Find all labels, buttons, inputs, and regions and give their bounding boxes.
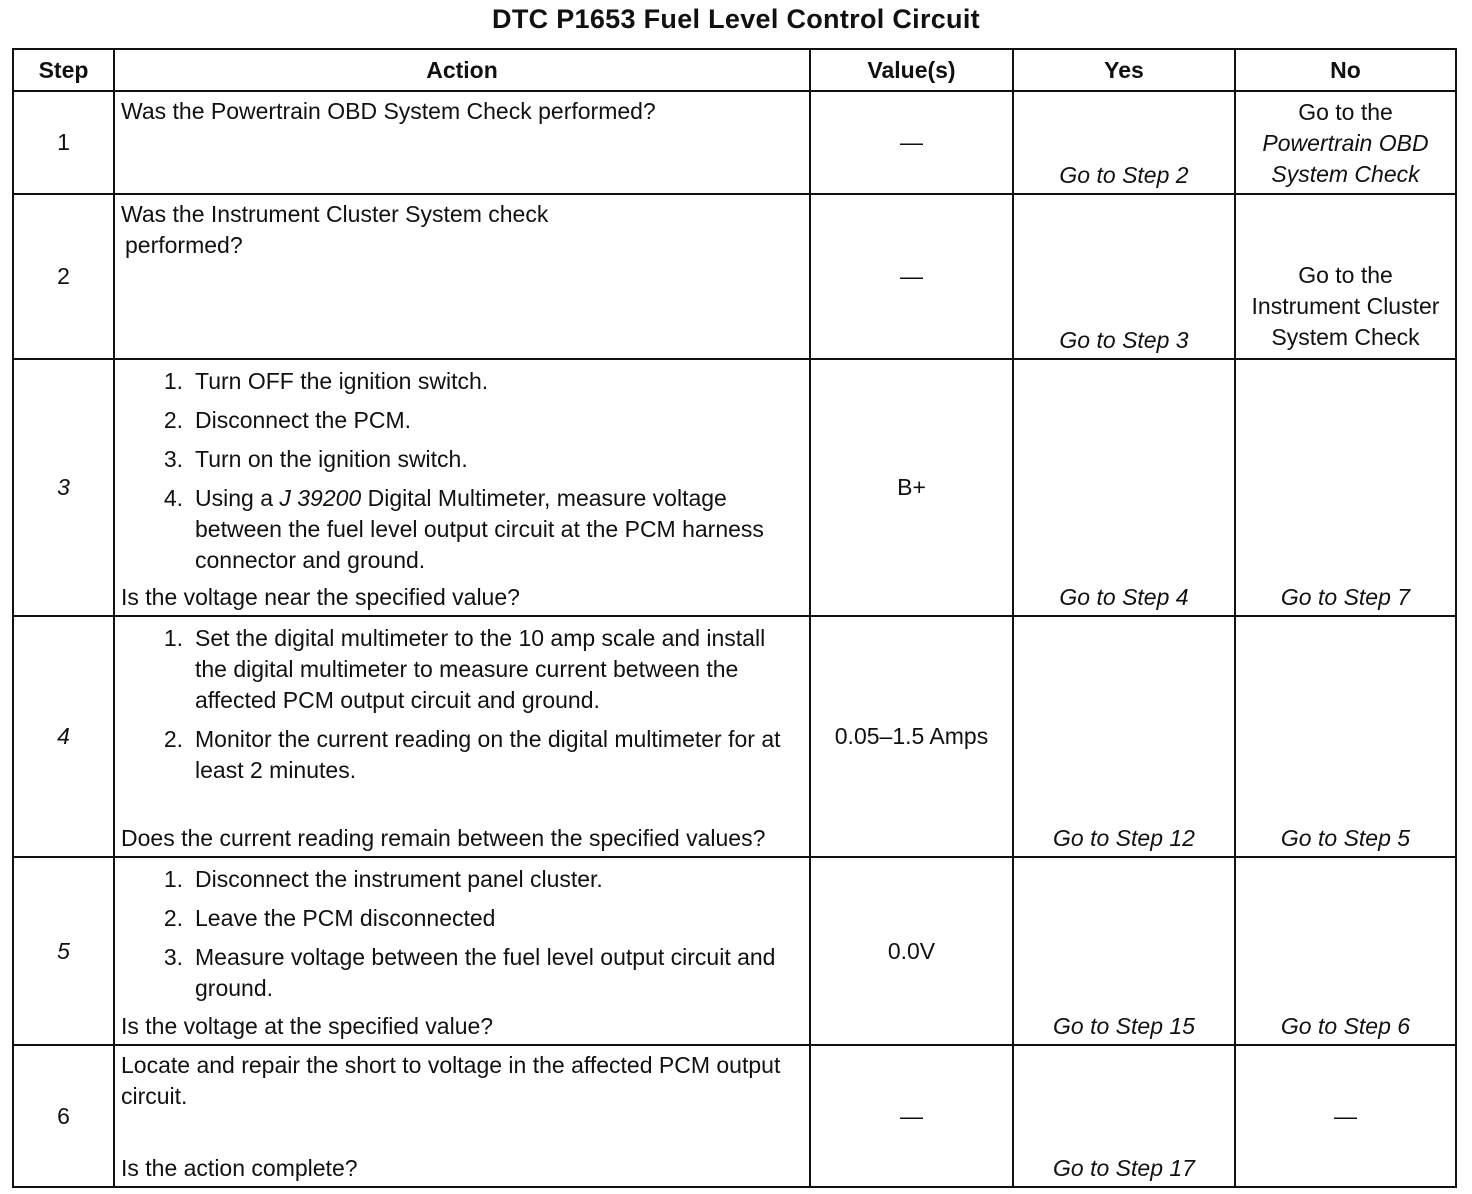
list-item: 3. Turn on the ignition switch. xyxy=(163,446,468,472)
table-row xyxy=(13,616,1456,857)
table-row xyxy=(13,857,1456,1045)
action-question: Does the current reading remain between the specified values? xyxy=(121,825,766,851)
yes-cell xyxy=(1013,1045,1235,1187)
yes-cell xyxy=(1013,857,1235,1045)
action-cell xyxy=(114,91,810,194)
value-cell: — xyxy=(810,91,1013,194)
step-number: 3 xyxy=(13,359,114,616)
no-text: Go to Step 5 xyxy=(1280,825,1411,851)
step-number: 5 xyxy=(13,857,114,1045)
no-cell xyxy=(1235,359,1456,616)
substep-list xyxy=(121,623,803,786)
list-item: 3. Measure voltage between the fuel level output circuit and ground. xyxy=(163,944,776,1001)
list-item: 4. Using a J 39200 Digital Multimeter, measure voltage between the fuel level output circuit at the PCM harness connector and ground. xyxy=(163,485,764,573)
yes-text: Go to Step 2 xyxy=(1059,162,1189,188)
action-question: Is the voltage at the specified value? xyxy=(121,1013,494,1039)
no-cell xyxy=(1235,857,1456,1045)
action-cell xyxy=(114,359,810,616)
step-number: 1 xyxy=(13,91,114,194)
action-cell xyxy=(114,1045,810,1187)
yes-text: Go to Step 12 xyxy=(1053,825,1195,851)
no-line: Powertrain OBD xyxy=(1262,130,1429,156)
no-line: System Check xyxy=(1271,324,1420,350)
list-item: 2. Monitor the current reading on the digital multimeter for at least 2 minutes. xyxy=(163,726,781,783)
yes-cell xyxy=(1013,616,1235,857)
yes-text: Go to Step 17 xyxy=(1053,1155,1195,1181)
action-cell xyxy=(114,616,810,857)
step-number: 6 xyxy=(13,1045,114,1187)
list-item: 2. Disconnect the PCM. xyxy=(163,407,412,433)
header-no: No xyxy=(1235,49,1456,91)
action-cell xyxy=(114,857,810,1045)
list-item: 2. Leave the PCM disconnected xyxy=(163,905,496,931)
table-row xyxy=(13,1045,1456,1187)
yes-text: Go to Step 4 xyxy=(1059,584,1189,610)
header-action: Action xyxy=(114,49,810,91)
no-cell xyxy=(1235,194,1456,359)
table-row xyxy=(13,91,1456,194)
no-text: Go to Step 6 xyxy=(1280,1013,1411,1039)
list-item: 1. Turn OFF the ignition switch. xyxy=(163,368,489,394)
no-line: Instrument Cluster xyxy=(1251,293,1440,319)
yes-cell xyxy=(1013,194,1235,359)
no-cell xyxy=(1235,616,1456,857)
header-step: Step xyxy=(13,49,114,91)
substep-list xyxy=(121,864,803,1004)
action-text: Locate and repair the short to voltage in the affected PCM output circuit. xyxy=(121,1052,781,1109)
page-title: DTC P1653 Fuel Level Control Circuit xyxy=(492,4,980,34)
substep-list xyxy=(121,366,803,576)
no-cell: — xyxy=(1235,1045,1456,1187)
list-item: 1. Disconnect the instrument panel cluster. xyxy=(163,866,603,892)
action-cell xyxy=(114,194,810,359)
action-question: Is the action complete? xyxy=(121,1155,358,1181)
value-cell: 0.0V xyxy=(810,857,1013,1045)
header-row xyxy=(13,49,1456,91)
yes-cell xyxy=(1013,91,1235,194)
value-cell: 0.05–1.5 Amps xyxy=(810,616,1013,857)
header-values: Value(s) xyxy=(810,49,1013,91)
no-line: Go to the xyxy=(1298,99,1393,125)
value-cell: B+ xyxy=(810,359,1013,616)
value-cell: — xyxy=(810,1045,1013,1187)
action-text: Was the Instrument Cluster System check xyxy=(121,201,549,227)
action-text: performed? xyxy=(125,232,243,258)
diagnostic-table xyxy=(12,48,1457,1188)
table-row xyxy=(13,194,1456,359)
yes-text: Go to Step 3 xyxy=(1059,327,1189,353)
no-text: Go to Step 7 xyxy=(1280,584,1411,610)
value-cell: — xyxy=(810,194,1013,359)
step-number: 4 xyxy=(13,616,114,857)
list-item: 1. Set the digital multimeter to the 10 amp scale and install the digital multimeter to measure current between the affected PCM output circuit and ground. xyxy=(163,625,766,713)
table-row xyxy=(13,359,1456,616)
action-question: Is the voltage near the specified value? xyxy=(121,584,520,610)
step-number: 2 xyxy=(13,194,114,359)
action-text: Was the Powertrain OBD System Check performed? xyxy=(121,98,656,124)
yes-text: Go to Step 15 xyxy=(1053,1013,1195,1039)
no-line: System Check xyxy=(1271,161,1420,187)
no-line: Go to the xyxy=(1298,262,1393,288)
header-yes: Yes xyxy=(1013,49,1235,91)
no-cell xyxy=(1235,91,1456,194)
yes-cell xyxy=(1013,359,1235,616)
